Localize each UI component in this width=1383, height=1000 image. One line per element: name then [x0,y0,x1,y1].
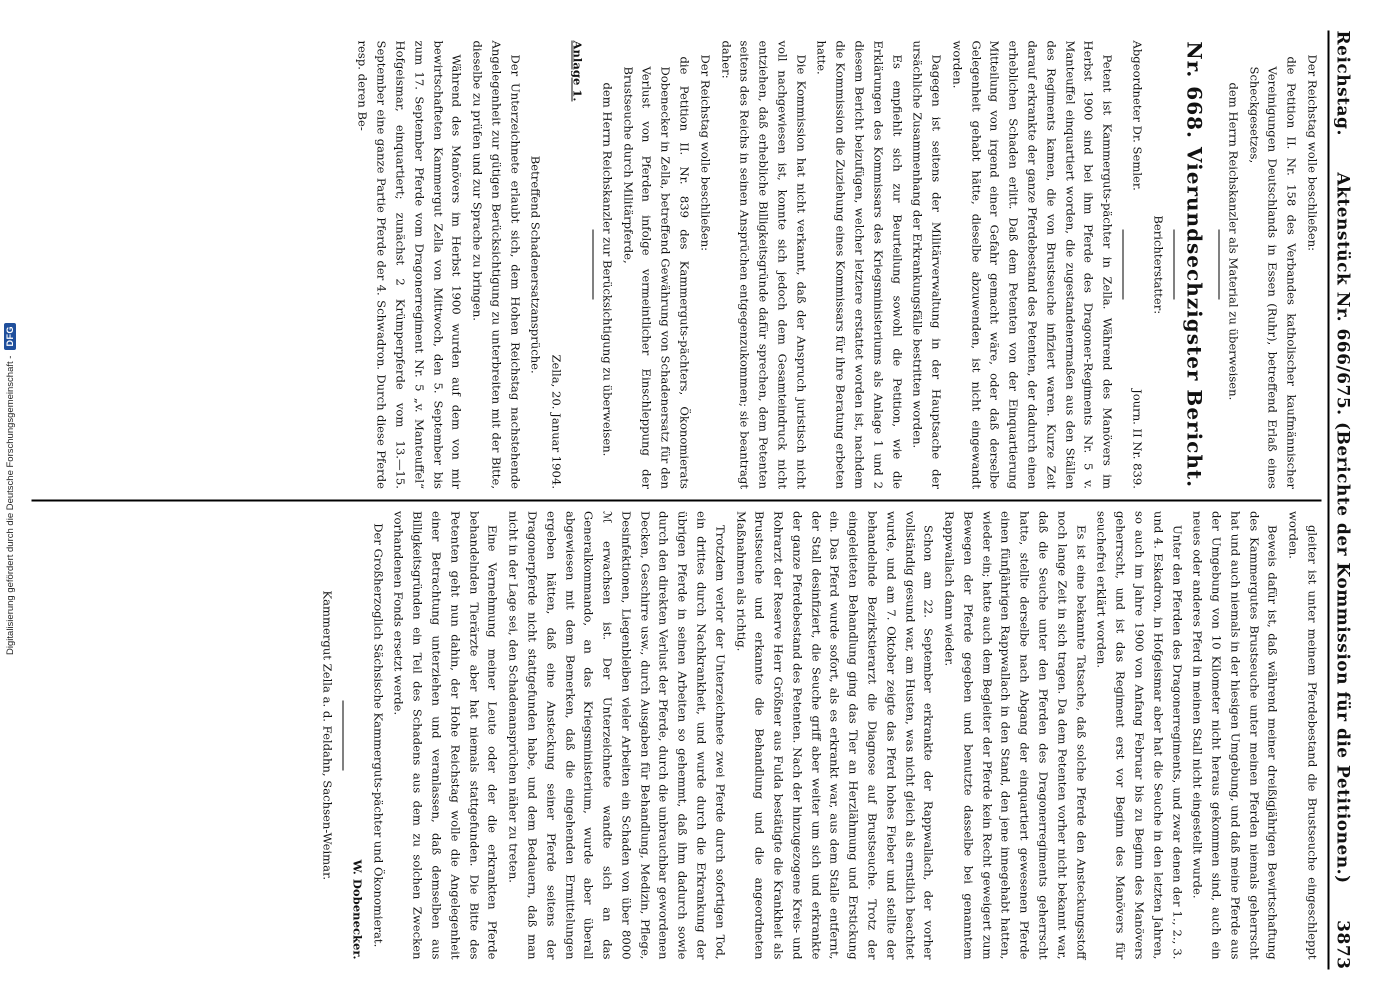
signature-divider [343,700,344,770]
header-left: Reichstag. [1332,30,1353,136]
header-center: Aktenstück Nr. 666/675. (Berichte der Kommission für die Petitionen.) [1332,172,1353,884]
letter-subject: Betreffend Schadenersatzansprüche. [528,155,543,374]
paragraph: Es ist eine bekannte Tatsache, daß solche Pferde den Ansteckungsstoff noch lange Zeit in sich tragen. Da dem Petenten vorher nicht bekannt war, daß die Seuche unter den Pferden des Dragonerregiments geherrscht hatte, stellte derselbe nach Abgang der einquartiert gewesenen Pferde einen fünfjährigen Rappwallach in den Stand, den jene innegehabt hatten, wieder ein; hatte auch dem Begleiter der Pferde kein Recht geweigert zum Bewegen der Pferde gegeben und benutzte dasselbe bei genanntem Rappwallach dann wieder. [942,511,1089,960]
section-divider [1219,230,1220,300]
paragraph: Schon am 22. September erkrankte der Rappwallach, der vorher vollständig gesund war, am Husten, was nicht gleich als ernstlich beachtet wurde, und am 7. Oktober zeigte das Pferd hohes Fieber und stellte der behandelnde Bezirkstierarzt die Diagnose auf Brustseuche. Trotz der eingeleiteten Behandlung ging das Tier an Herzlähmung und Erstickung ein. Das Pferd wurde sofort, als es erkrankt war, aus dem Stalle entfernt, der Stall desinfiziert, die Seuche griff aber weiter um sich und erkrankte der ganze Pferdebestand des Petenten. Nach der hinzugezogene Kreis- und Rohrarzt der Reserve Herr Größner aus Fulda bestätigte die Krankheit als Brustseuche und erkannte die Behandlung und die angeordneten Maßnahmen als richtig. [734,511,936,960]
paragraph: Unter den Pferden des Dragonerregiments, und zwar denen der 1., 2., 3. und 4. Eskadron, in Hofgeismar aber hat die Seuche in den letzten Jahren, so auch im Jahre 1900 von Anfang Februar bis zu Beginn des Manövers geherrscht, und ist das Regiment erst vor Beginn des Manövers für seuchefrei erklärt worden. [1094,511,1185,960]
title-divider [1173,230,1174,300]
paragraph: Es empfiehlt sich zur Beurteilung sowohl die Petition, wie die Erklärungen des Kommissars des Kriegsministeriums als Anlage 1 und 2 diesem Bericht beizufügen, welcher letztere erstattet worden ist, nachdem die Kommission die Zuziehung eines Kommissars für ihre Beratung erbeten hatte. [814,40,905,489]
signatory-name: W. Dobenecker. [350,859,365,960]
paragraph: Dagegen ist seitens der Militärverwaltung in der Hauptsache der ursächliche Zusammenhang der Erkrankungsfälle bestritten worden. [910,40,944,489]
signatory-address: Kammergut Zella a. d. Feldahn, Sachsen-Weimar. [320,590,335,881]
paragraph: Trotzdem verlor der Unterzeichnete zwei Pferde durch sofortigen Tod, ein drittes durch Nachkrankheit, und wurde durch die Erkrankung der übrigen Pferde in seinen Arbeiten so gehemmt, daß ihm dadurch sowie durch den direkten Verlust der Pferde, durch die unbrauchbar gewordenen Decken, Geschirre usw., durch Ausgaben für Behandlung, Medizin, Pflege, Desinfektionen, Liegenbleiben vieler Arbeiten ein Schaden von über 8000 ℳ erwachsen ist. Der Unterzeichnete wandte sich an das Generalkommando, an das Kriegsministerium, wurde aber überall abgewiesen mit dem Bemerken, daß die eingehenden Ermittelungen ergeben hätten, daß eine Ansteckung seiner Pferde seitens der Dragonerpferde nicht stattgefunden habe, und dem Bedauern, daß man nicht in der Lage sei, den Schadenansprüchen näher zu treten. [506,511,728,960]
resolution-item-continued: dem Herrn Reichskanzler als Material zu überweisen. [1226,82,1241,401]
resolution-intro: Der Reichstag wolle beschließen: [698,54,713,252]
reporter-name: Abgeordneter Dr. Semler. [1130,40,1145,191]
paragraph: Beweis dafür ist, daß während meiner dreißigjährigen Bewirtschaftung des Kammergutes Brustseuche unter meinen Pferden niemals geherrscht hat und auch niemals in der hiesigen Umgebung, und daß meine Pferde aus der Umgebung von 10 Kilometer nicht heraus gekommen sind, auch ein neues oder anderes Pferd in meinen Stall nicht eingestellt wurde. [1190,511,1280,960]
appendix-title: Anlage 1. [570,40,585,102]
document-page [9,9,1375,992]
report-title: Nr. 668. Vierundsechzigster Bericht. [1182,41,1207,489]
paragraph: Eine Vernehmung meiner Leute oder der die erkrankten Pferde behandelnden Tierärzte aber hat niemals stattgefunden. Die Bitte des Petenten geht nun dahin, der Hohe Reichstag wolle die Angelegenheit einer Betrachtung unterziehen und veranlassen, daß demselben aus Billigkeitsgründen ein Teil des Schadens aus dem zu solchen Zwecken vorhandenen Fonds ersetzt werde. [392,511,500,960]
page-number: 3873 [1332,920,1353,970]
paragraph: gleiter ist unter meinem Pferdebestand die Brustseuche eingeschleppt worden. [1286,511,1320,960]
paragraph: Petent ist Kammerguts-pächter in Zella. Während des Manövers im Herbst 1900 sind bei ihm Pferde des Dragoner-Regiments Nr. 5 v. Manteuffel einquartiert worden, die zugestandenermaßen aus den Ställen des Regiments kamen, die von Brustseuche infiziert waren. Kurze Zeit darauf erkrankte der ganze Pferdebestand des Petenten, der dadurch einen erheblichen Schaden erlitt. Daß dem Petenten von der Einquartierung Mitteilung von irgend einer Gefahr gemacht wäre, oder daß derselbe Gelegenheit gehabt hätte, dieselbe abzuwenden, ist nicht eingewandt worden. [950,40,1115,489]
column-left [32,31,1322,500]
paragraph: Der Unterzeichnete erlaubt sich, dem Hohen Reichstag nachstehende Angelegenheit zur gütigen Berücksichtigung zu unterbreiten mit der Bitte, dieselbe zu prüfen und zur Sprache zu bringen. [470,40,523,489]
reporter-line [1128,41,1147,490]
column-right [32,501,1322,970]
place-date: Zella, 20. Januar 1904. [549,354,564,489]
paragraph: Während des Manövers im Herbst 1900 wurden auf dem von mir bewirtschafteten Kammergut Zella von Mittwoch, den 5. September bis zum 17. September Pferde vom Dragonerregiment Nr. 5 „v. Manteuffel“ Hofgeismar, einquartiert; zunächst 2 Krümperpferde vom 13.—15. September eine ganze Partie Pferde der 4. Schwadron. Durch diese Pferde resp. deren Be- [355,40,464,489]
running-header [1328,31,1353,970]
dfg-logo-icon: DFG [4,323,16,350]
resolution-item: die Petition II. Nr. 839 des Kammerguts-pächters, Ökonomierats Dobenecker in Zella, betreffend Gewährung von Schadenersatz für den Verlust von Pferden infolge vermeintlicher Einschleppung der Brustseuche durch Militärpferde, [621,56,692,489]
signatory-title: Der Großherzoglich Sächsische Kammerguts-pächter und Ökonomierat. [371,523,386,948]
reporter-divider [1123,230,1124,300]
resolution-item: die Petition II. Nr. 158 des Verbandes katholischer kaufmännischer Vereinigungen Deutschlands in Essen (Ruhr), betreffend Erlaß eines Scheckgesetzes, [1247,56,1299,489]
journal-number: Journ. II Nr. 839. [1130,389,1145,489]
section-divider [593,230,594,300]
reporter-label: Berichterstatter: [1151,215,1166,315]
resolution-item-continued: dem Herrn Reichskanzler zur Berücksichtigung zu überweisen. [600,82,615,457]
watermark-text: Digitalisierung gefördert durch die Deutsche Forschungsgemeinschaft - [4,355,16,655]
paragraph: Die Kommission hat nicht verkannt, daß der Anspruch juristisch nicht voll nachgewiesen ist, konnte sich jedoch dem Gesamteindruck nicht entziehen, daß erhebliche Billigkeitsgründe dafür sprechen, dem Petenten seitens des Reichs in seinen Ansprüchen entgegenzukommen; sie beantragt daher: [719,40,809,489]
resolution-intro: Der Reichstag wolle beschließen: [1305,54,1320,252]
